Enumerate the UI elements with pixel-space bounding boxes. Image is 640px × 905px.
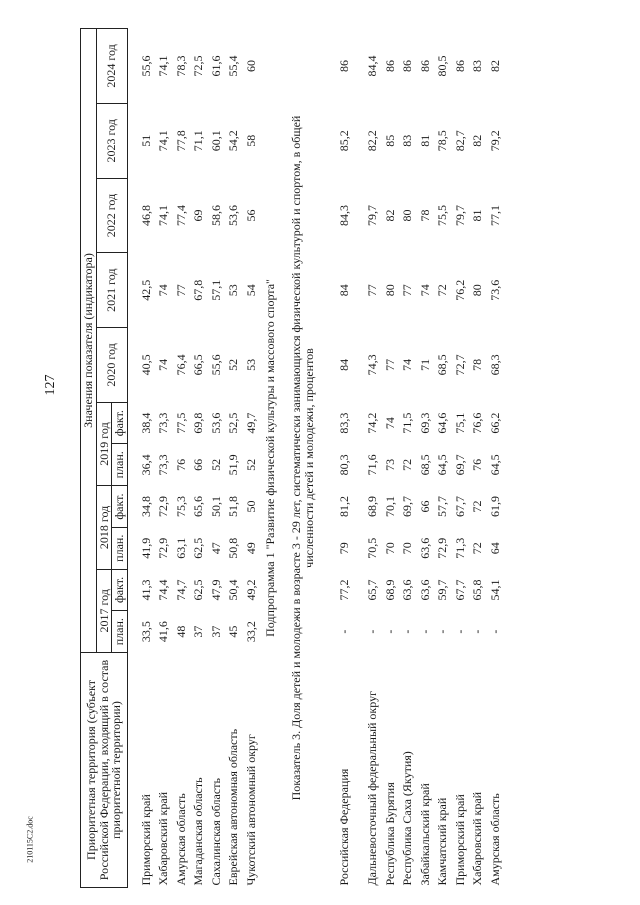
cell-value: 77,4 — [173, 204, 188, 226]
cell-value: 77 — [382, 358, 397, 371]
cell-value: 68,9 — [382, 579, 397, 601]
cell-value: 59,7 — [435, 579, 450, 601]
cell-value: 82 — [470, 134, 485, 147]
table-row — [433, 29, 451, 888]
cell-value: 52,5 — [226, 412, 241, 434]
cell-value: 67,7 — [452, 579, 467, 601]
row-name: Забайкальский край — [417, 783, 432, 886]
cell-value: 77 — [400, 284, 415, 297]
cell-value: 71,3 — [452, 537, 467, 559]
cell-value: 66,2 — [487, 412, 502, 434]
cell-value: 78,3 — [173, 55, 188, 77]
cell-value: 36,4 — [138, 454, 153, 476]
cell-value: 45 — [226, 625, 241, 638]
row-name: Магаданская область — [191, 777, 206, 886]
row-name: Республика Бурятия — [382, 782, 397, 886]
cell-value: 78,5 — [435, 130, 450, 152]
cell-value: 74,1 — [156, 55, 171, 77]
cell-value: - — [470, 629, 485, 634]
subprogram-row — [259, 29, 283, 888]
cell-value: 80,5 — [435, 55, 450, 77]
header-year-2017: 2017 год — [96, 569, 112, 652]
cell-value: - — [435, 629, 450, 634]
cell-value: - — [365, 629, 380, 634]
table-row — [485, 29, 503, 888]
cell-value: 49,7 — [243, 412, 258, 434]
footer-filename: 210115C2.doc — [25, 816, 35, 863]
rotated-table-container — [80, 28, 610, 888]
cell-value: 79 — [337, 542, 352, 555]
row-name: Амурская область — [173, 793, 188, 886]
cell-value: 74,1 — [156, 204, 171, 226]
cell-value: 74,1 — [156, 130, 171, 152]
cell-value: 72 — [400, 458, 415, 471]
cell-value: 79,7 — [365, 204, 380, 226]
cell-value: 73,6 — [487, 279, 502, 301]
table-row — [468, 29, 486, 888]
cell-value: 66 — [417, 500, 432, 513]
cell-value: 61,9 — [487, 496, 502, 518]
cell-value: 83,3 — [337, 412, 352, 434]
cell-value: 81,2 — [337, 496, 352, 518]
cell-value: 83 — [470, 59, 485, 72]
cell-value: 65,8 — [470, 579, 485, 601]
row-name: Чукотский автономный округ — [243, 734, 258, 886]
row-name: Хабаровский край — [470, 791, 485, 886]
cell-value: 74 — [400, 358, 415, 371]
cell-value: 74,2 — [365, 412, 380, 434]
table-row — [206, 29, 224, 888]
cell-value: 74 — [417, 284, 432, 297]
cell-value: 72,9 — [435, 537, 450, 559]
cell-value: 77,2 — [337, 579, 352, 601]
cell-value: 41,3 — [138, 579, 153, 601]
cell-value: 74 — [382, 417, 397, 430]
table-row — [335, 29, 353, 888]
table-row — [189, 29, 207, 888]
cell-value: 82,2 — [365, 130, 380, 152]
cell-value: 40,5 — [138, 354, 153, 376]
cell-value: 76,6 — [470, 412, 485, 434]
cell-value: 55,4 — [226, 55, 241, 77]
table-row — [154, 29, 172, 888]
cell-value: 69,7 — [452, 454, 467, 476]
cell-value: 81 — [417, 134, 432, 147]
table-row — [380, 29, 398, 888]
cell-value: 49,2 — [243, 579, 258, 601]
cell-value: 71,5 — [400, 412, 415, 434]
cell-value: - — [417, 629, 432, 634]
cell-value: 80,3 — [337, 454, 352, 476]
header-fact: факт. — [112, 569, 128, 611]
cell-value: 86 — [337, 59, 352, 72]
cell-value: 50,1 — [208, 496, 223, 518]
table-row — [171, 29, 189, 888]
cell-value: 77,5 — [173, 412, 188, 434]
header-fact: факт. — [112, 402, 128, 444]
cell-value: 70 — [400, 542, 415, 555]
cell-value: 74 — [156, 358, 171, 371]
table-row — [450, 29, 468, 888]
cell-value: 76 — [470, 458, 485, 471]
cell-value: 70,1 — [382, 496, 397, 518]
cell-value: 83 — [400, 134, 415, 147]
cell-value: 76 — [173, 458, 188, 471]
header-year-2018: 2018 год — [96, 486, 112, 569]
cell-value: 72 — [435, 284, 450, 297]
cell-value: 57,1 — [208, 279, 223, 301]
cell-value: 65,7 — [365, 579, 380, 601]
cell-value: 38,4 — [138, 412, 153, 434]
cell-value: 67,8 — [191, 279, 206, 301]
cell-value: 63,6 — [417, 537, 432, 559]
cell-value: 58,6 — [208, 204, 223, 226]
header-values-title: Значения показателя (индикатора) — [81, 29, 97, 653]
cell-value: 53,6 — [208, 412, 223, 434]
header-fact: факт. — [112, 486, 128, 528]
cell-value: 80 — [400, 209, 415, 222]
cell-value: - — [400, 629, 415, 634]
cell-value: - — [487, 629, 502, 634]
subprogram-title: Подпрограмма 1 "Развитие физической культуры и массового спорта" — [263, 279, 278, 637]
indicator-table — [80, 28, 503, 888]
cell-value: 41,6 — [156, 621, 171, 643]
cell-value: 72,9 — [156, 496, 171, 518]
cell-value: 64,5 — [487, 454, 502, 476]
cell-value: 69 — [191, 209, 206, 222]
cell-value: 52 — [208, 458, 223, 471]
cell-value: 33,2 — [243, 621, 258, 643]
cell-value: 58 — [243, 134, 258, 147]
cell-value: 47 — [208, 542, 223, 555]
spacer-cell — [323, 29, 335, 888]
cell-value: 75,3 — [173, 496, 188, 518]
table-header — [81, 29, 128, 888]
cell-value: 72,7 — [452, 354, 467, 376]
cell-value: 64,6 — [435, 412, 450, 434]
cell-value: 72,5 — [191, 55, 206, 77]
row-name: Амурская область — [487, 793, 502, 886]
cell-value: 74,3 — [365, 354, 380, 376]
cell-value: 84 — [337, 358, 352, 371]
cell-value: 62,5 — [191, 537, 206, 559]
table-row — [415, 29, 433, 888]
cell-value: 72,9 — [156, 537, 171, 559]
cell-value: 86 — [382, 59, 397, 72]
cell-value: 77,1 — [487, 204, 502, 226]
cell-value: 52 — [243, 458, 258, 471]
header-year-2023: 2023 год — [96, 103, 127, 178]
cell-value: 37 — [208, 625, 223, 638]
cell-value: 63,1 — [173, 537, 188, 559]
cell-value: 86 — [452, 59, 467, 72]
table-body — [127, 29, 503, 888]
cell-value: 66 — [191, 458, 206, 471]
cell-value: 57,7 — [435, 496, 450, 518]
row-name: Российская Федерация — [337, 768, 352, 886]
cell-value: 82,7 — [452, 130, 467, 152]
header-year-2020: 2020 год — [96, 328, 127, 403]
cell-value: 75,1 — [452, 412, 467, 434]
cell-value: 79,7 — [452, 204, 467, 226]
cell-value: 54,1 — [487, 579, 502, 601]
indicator-title: Показатель 3. Доля детей и молодежи в возрасте 3 - 29 лет, систематически занимающихся физической культурой и спортом, в общей численности детей и молодежи, процентов — [288, 115, 316, 801]
cell-value: 75,5 — [435, 204, 450, 226]
cell-value: 50,8 — [226, 537, 241, 559]
row-name: Хабаровский край — [156, 791, 171, 886]
cell-value: 49 — [243, 542, 258, 555]
cell-value: 82 — [487, 59, 502, 72]
cell-value: 85,2 — [337, 130, 352, 152]
cell-value: 80 — [470, 284, 485, 297]
cell-value: 60 — [243, 59, 258, 72]
cell-value: 48 — [173, 625, 188, 638]
cell-value: 73,3 — [156, 412, 171, 434]
cell-value: 51,8 — [226, 496, 241, 518]
cell-value: 53 — [243, 358, 258, 371]
cell-value: 77,8 — [173, 130, 188, 152]
cell-value: 65,6 — [191, 496, 206, 518]
cell-value: 86 — [400, 59, 415, 72]
cell-value: 84,4 — [365, 55, 380, 77]
cell-value: 60,1 — [208, 130, 223, 152]
table-row — [241, 29, 259, 888]
cell-value: 46,8 — [138, 204, 153, 226]
cell-value: 85 — [382, 134, 397, 147]
cell-value: 33,5 — [138, 621, 153, 643]
cell-value: 69,3 — [417, 412, 432, 434]
header-territory: Приоритетная территория (субъект Российской Федерации, входящий в состав приоритетной территории) — [81, 653, 128, 888]
cell-value: - — [382, 629, 397, 634]
cell-value: 79,2 — [487, 130, 502, 152]
cell-value: 72 — [470, 542, 485, 555]
spacer-row — [323, 29, 335, 888]
cell-value: 74,7 — [173, 579, 188, 601]
cell-value: 62,5 — [191, 579, 206, 601]
cell-value: 67,7 — [452, 496, 467, 518]
table-row — [352, 29, 380, 888]
cell-value: 80 — [382, 284, 397, 297]
cell-value: 63,6 — [417, 579, 432, 601]
row-name: Республика Саха (Якутия) — [400, 751, 415, 886]
cell-value: 68,5 — [435, 354, 450, 376]
cell-value: 71 — [417, 358, 432, 371]
cell-value: 61,6 — [208, 55, 223, 77]
cell-value: 86 — [417, 59, 432, 72]
cell-value: 34,8 — [138, 496, 153, 518]
cell-value: 68,5 — [417, 454, 432, 476]
cell-value: 70,5 — [365, 537, 380, 559]
cell-value: 70 — [382, 542, 397, 555]
cell-value: 76,4 — [173, 354, 188, 376]
cell-value: 69,8 — [191, 412, 206, 434]
cell-value: 55,6 — [208, 354, 223, 376]
row-name: Камчатский край — [435, 797, 450, 886]
cell-value: 42,5 — [138, 279, 153, 301]
cell-value: 54 — [243, 284, 258, 297]
header-year-2019: 2019 год — [96, 402, 112, 485]
cell-value: 56 — [243, 209, 258, 222]
cell-value: 53,6 — [226, 204, 241, 226]
cell-value: 84,3 — [337, 204, 352, 226]
cell-value: 64 — [487, 542, 502, 555]
cell-value: 54,2 — [226, 130, 241, 152]
header-plan: план. — [112, 444, 128, 486]
cell-value: 78 — [417, 209, 432, 222]
row-name: Еврейская автономная область — [226, 728, 241, 886]
header-year-2024: 2024 год — [96, 29, 127, 104]
cell-value: 78 — [470, 358, 485, 371]
cell-value: - — [337, 629, 352, 634]
cell-value: 69,7 — [400, 496, 415, 518]
table-row — [398, 29, 416, 888]
cell-value: 82 — [382, 209, 397, 222]
cell-value: 77 — [173, 284, 188, 297]
cell-value: 53 — [226, 284, 241, 297]
cell-value: 51,9 — [226, 454, 241, 476]
row-name: Дальневосточный федеральный округ — [365, 690, 380, 886]
cell-value: 73 — [382, 458, 397, 471]
cell-value: 71,6 — [365, 454, 380, 476]
cell-value: 72 — [470, 500, 485, 513]
row-name: Приморский край — [138, 794, 153, 886]
cell-value: 76,2 — [452, 279, 467, 301]
cell-value: 68,9 — [365, 496, 380, 518]
page-number: 127 — [43, 374, 58, 396]
cell-value: - — [452, 629, 467, 634]
cell-value: 51 — [138, 134, 153, 147]
indicator-row — [283, 29, 323, 888]
row-name: Сахалинская область — [208, 778, 223, 886]
cell-value: 47,9 — [208, 579, 223, 601]
cell-value: 81 — [470, 209, 485, 222]
cell-value: 55,6 — [138, 55, 153, 77]
cell-value: 63,6 — [400, 579, 415, 601]
cell-value: 84 — [337, 284, 352, 297]
header-plan: план. — [112, 527, 128, 569]
cell-value: 37 — [191, 625, 206, 638]
cell-value: 50,4 — [226, 579, 241, 601]
cell-value: 73,3 — [156, 454, 171, 476]
header-year-2022: 2022 год — [96, 178, 127, 253]
cell-value: 50 — [243, 500, 258, 513]
table-row — [127, 29, 154, 888]
cell-value: 41,9 — [138, 537, 153, 559]
table-row — [224, 29, 242, 888]
cell-value: 66,5 — [191, 354, 206, 376]
cell-value: 71,1 — [191, 130, 206, 152]
header-plan: план. — [112, 611, 128, 653]
cell-value: 74 — [156, 284, 171, 297]
cell-value: 64,5 — [435, 454, 450, 476]
cell-value: 77 — [365, 284, 380, 297]
cell-value: 68,3 — [487, 354, 502, 376]
cell-value: 52 — [226, 358, 241, 371]
header-year-2021: 2021 год — [96, 253, 127, 328]
row-name: Приморский край — [452, 794, 467, 886]
cell-value: 74,4 — [156, 579, 171, 601]
